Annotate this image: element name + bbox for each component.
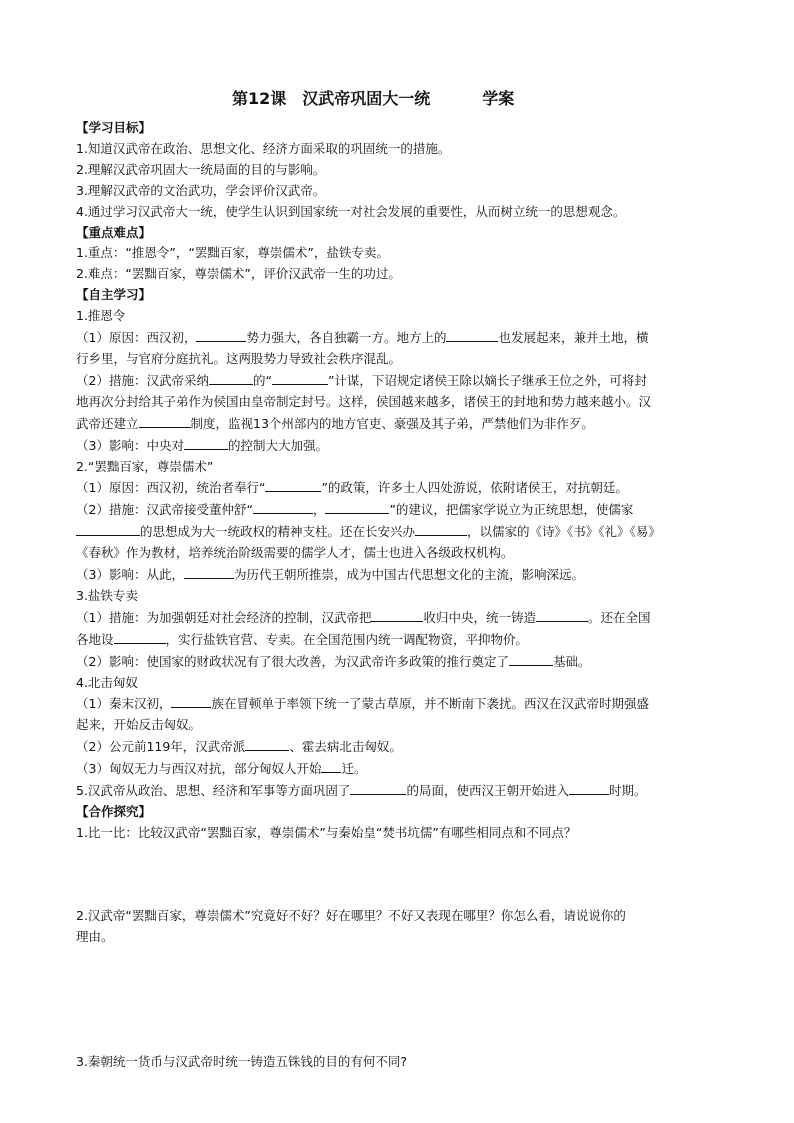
fill-blank[interactable] [415, 521, 467, 536]
lesson-topic: 汉武帝巩固大一统 [302, 89, 431, 108]
section-title: 3.盐铁专卖 [76, 587, 138, 603]
fill-blank[interactable] [272, 370, 328, 385]
question-3: 3.秦朝统一货币与汉武帝时统一铸造五铢钱的目的有何不同? [76, 1053, 408, 1069]
goal-item: 4.通过学习汉武帝大一统，使学生认识到国家统一对社会发展的重要性，从而树立统一的思想观念。 [76, 203, 626, 219]
keypoint-item: 1.重点：“推恩令”，“罢黜百家，尊崇儒术”，盐铁专卖。 [76, 245, 389, 261]
fill-blank[interactable] [536, 607, 588, 622]
fill-line: （2）影响：使国家的财政状况有了很大改善，为汉武帝许多政策的推行奠定了 基础。 [76, 651, 726, 673]
goal-item: 3.理解汉武帝的文治武功，学会评价汉武帝。 [76, 182, 326, 198]
section-title: 1.推恩令 [76, 308, 126, 324]
fill-blank[interactable] [196, 327, 246, 342]
answer-space[interactable] [76, 844, 726, 906]
text-line: 地再次分封给其子弟作为侯国由皇帝制定封号。这样，侯国越来越多，诸侯王的封地和势力越来越小。汉 [76, 393, 652, 409]
keypoints-heading: 【重点难点】 [76, 224, 152, 240]
text-line: 行乡里，与官府分庭抗礼。这两股势力导致社会秩序混乱。 [76, 350, 402, 366]
goal-item: 2.理解汉武帝巩固大一统局面的目的与影响。 [76, 161, 326, 177]
fill-line: （3）影响：从此， 为历代王朝所推崇，成为中国古代思想文化的主流，影响深远。 [76, 564, 726, 586]
fill-blank[interactable] [184, 564, 234, 579]
text-line: 起来，开始反击匈奴。 [76, 717, 202, 733]
fill-blank[interactable] [371, 607, 423, 622]
fill-blank[interactable] [265, 477, 321, 492]
goal-item: 1.知道汉武帝在政治、思想文化、经济方面采取的巩固统一的措施。 [76, 140, 451, 156]
fill-line: （1）原因：西汉初，统治者奉行“ ”的政策，许多士人四处游说，依附诸侯王，对抗朝廷。 [76, 477, 726, 499]
fill-blank[interactable] [171, 693, 211, 708]
fill-line: （2）公元前119年，汉武帝派 、霍去病北击匈奴。 [76, 736, 726, 758]
fill-line: 5.汉武帝从政治、思想、经济和军事等方面巩固了 的局面，使西汉王朝开始进入 时期。 [76, 780, 726, 802]
fill-line: 的思想成为大一统政权的精神支柱。还在长安兴办 ，以儒家的《诗》《书》《礼》《易》 [76, 521, 726, 543]
fill-blank[interactable] [446, 327, 498, 342]
answer-space[interactable] [76, 948, 726, 1052]
fill-line: （1）原因：西汉初， 势力强大，各自独霸一方。地方上的 也发展起来，兼并土地，横 [76, 327, 726, 349]
fill-blank[interactable] [209, 370, 253, 385]
self-study-heading: 【自主学习】 [76, 287, 152, 303]
text-line: 《春秋》作为教材，培养统治阶级需要的儒学人才，儒士也进入各级政权机构。 [76, 545, 514, 561]
fill-line: 各地设 ，实行盐铁官营、专卖。在全国范围内统一调配物资，平抑物价。 [76, 629, 726, 651]
fill-line: （3）匈奴无力与西汉对抗，部分匈奴人开始 迁。 [76, 758, 726, 780]
worksheet-kind: 学案 [482, 89, 515, 108]
fill-blank[interactable] [321, 758, 341, 773]
question-1: 1.比一比：比较汉武帝“罢黜百家，尊崇儒术”与秦始皇“焚书坑儒”有哪些相同点和不同点？ [76, 824, 577, 840]
fill-blank[interactable] [245, 736, 289, 751]
worksheet-body [76, 118, 726, 1073]
fill-blank[interactable] [569, 780, 609, 795]
section-title: 2.“罢黜百家，尊崇儒术” [76, 458, 214, 474]
fill-blank[interactable] [76, 521, 140, 536]
goals-heading: 【学习目标】 [76, 120, 152, 135]
fill-blank[interactable] [184, 435, 228, 450]
page-title [232, 86, 592, 109]
fill-blank[interactable] [253, 499, 313, 514]
fill-line: （2）措施：汉武帝采纳 的“ ”计谋，下诏规定诸侯王除以嫡长子继承王位之外，可将封 [76, 370, 726, 392]
fill-line: （3）影响：中央对 的控制大大加强。 [76, 435, 726, 457]
fill-blank[interactable] [350, 780, 406, 795]
fill-blank[interactable] [114, 629, 166, 644]
fill-blank[interactable] [139, 413, 191, 428]
fill-line: （1）措施：为加强朝廷对社会经济的控制，汉武帝把 收归中央，统一铸造 。还在全国 [76, 607, 726, 629]
fill-blank[interactable] [325, 499, 389, 514]
fill-line: （1）秦末汉初， 族在冒顿单于率领下统一了蒙古草原，并不断南下袭扰。西汉在汉武帝时期强盛 [76, 693, 726, 715]
question-2-continued: 理由。 [76, 928, 114, 944]
cooperation-heading: 【合作探究】 [76, 804, 152, 819]
section-title: 4.北击匈奴 [76, 674, 138, 690]
keypoint-item: 2.难点：“罢黜百家，尊崇儒术”，评价汉武帝一生的功过。 [76, 266, 401, 282]
question-2: 2.汉武帝“罢黜百家，尊崇儒术”究竟好不好？好在哪里？不好又表现在哪里？你怎么看，请说说你的 [76, 907, 626, 923]
lesson-number: 第12课 [232, 89, 287, 108]
fill-line: 武帝还建立 制度，监视13个州部内的地方官吏、豪强及其子弟，严禁他们为非作歹。 [76, 413, 726, 435]
fill-blank[interactable] [509, 651, 553, 666]
fill-line: （2）措施：汉武帝接受董仲舒“ ， ”的建议，把儒家学说立为正统思想，使儒家 [76, 499, 726, 521]
